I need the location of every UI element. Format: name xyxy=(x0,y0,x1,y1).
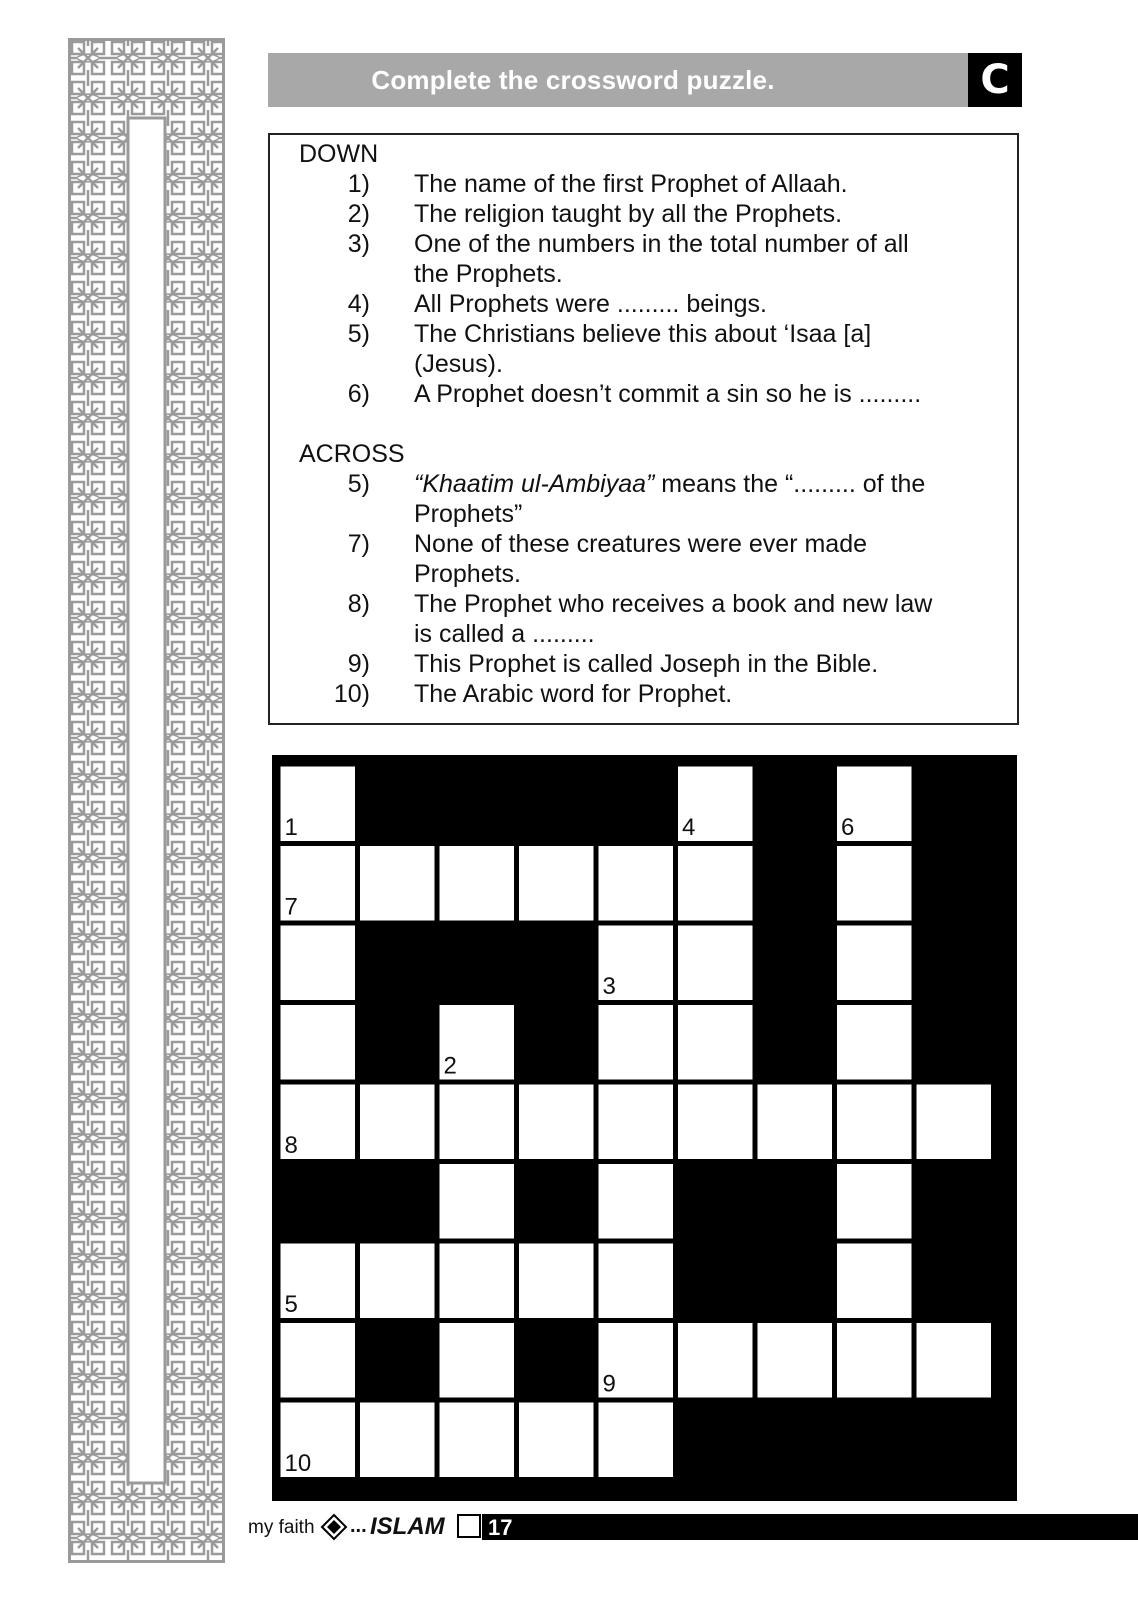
crossword-cell-6-3[interactable] xyxy=(519,1244,594,1319)
crossword-cell-4-5[interactable] xyxy=(678,1085,753,1160)
crossword-cell-1-3[interactable] xyxy=(519,846,594,921)
clue-number: 8) xyxy=(347,590,370,618)
crossword-cell-8-4[interactable] xyxy=(599,1403,674,1478)
clue-number: 4) xyxy=(347,290,370,318)
clue-text: Prophets” xyxy=(414,500,523,528)
crossword-cell-6-2[interactable] xyxy=(440,1244,515,1319)
crossword-cell-4-7[interactable] xyxy=(837,1085,912,1160)
crossword-cell-5-4[interactable] xyxy=(599,1164,674,1239)
crossword-cell-1-1[interactable] xyxy=(360,846,435,921)
clue-number-label: 9 xyxy=(602,1370,616,1398)
crossword-cell-2-5[interactable] xyxy=(678,926,753,1001)
crossword-cell-3-0[interactable] xyxy=(281,1005,356,1080)
crossword-cell-5-7[interactable] xyxy=(837,1164,912,1239)
crossword-cell-8-2[interactable] xyxy=(440,1403,515,1478)
crossword-cell-6-4[interactable] xyxy=(599,1244,674,1319)
page-number: 17 xyxy=(488,1515,513,1540)
clue-number: 7) xyxy=(347,530,370,558)
crossword-cell-7-7[interactable] xyxy=(837,1323,912,1398)
clue-number: 3) xyxy=(347,230,370,258)
diamond-logo-icon xyxy=(320,1513,350,1541)
clue-number-label: 10 xyxy=(284,1450,312,1477)
crossword-grid-svg xyxy=(272,755,1017,1501)
crossword-cell-4-3[interactable] xyxy=(519,1085,594,1160)
across-heading: ACROSS xyxy=(299,440,405,468)
clue-number: 1) xyxy=(347,170,370,198)
crossword-cell-4-2[interactable] xyxy=(440,1085,515,1160)
clue-text: The Prophet who receives a book and new law xyxy=(414,590,933,618)
clue-text: The religion taught by all the Prophets. xyxy=(414,200,843,228)
instruction-title: Complete the crossword puzzle. xyxy=(371,64,775,95)
crossword-cell-7-2[interactable] xyxy=(440,1323,515,1398)
clue-text: This Prophet is called Joseph in the Bible. xyxy=(414,650,879,678)
clue-box xyxy=(268,133,1019,725)
clue-text: A Prophet doesn’t commit a sin so he is ......... xyxy=(414,380,922,408)
footer-my-faith: my faith xyxy=(248,1517,315,1538)
crossword-cell-7-5[interactable] xyxy=(678,1323,753,1398)
crossword-cell-4-6[interactable] xyxy=(758,1085,833,1160)
clue-text: None of these creatures were ever made xyxy=(414,530,868,558)
crossword-cell-8-3[interactable] xyxy=(519,1403,594,1478)
crossword-cell-7-6[interactable] xyxy=(758,1323,833,1398)
crossword-cell-2-0[interactable] xyxy=(281,926,356,1001)
clue-text-rest: means the “......... of the xyxy=(654,470,926,498)
clue-number: 10) xyxy=(333,680,370,708)
crossword-cell-4-4[interactable] xyxy=(599,1085,674,1160)
clue-text: All Prophets were ......... beings. xyxy=(414,290,767,318)
clue-text: the Prophets. xyxy=(414,260,563,288)
clue-number-label: 4 xyxy=(682,814,696,841)
crossword-cell-4-1[interactable] xyxy=(360,1085,435,1160)
clue-text: (Jesus). xyxy=(414,350,503,378)
clue-number-label: 7 xyxy=(284,893,298,921)
footer-bar xyxy=(482,1514,1138,1540)
clue-number: 5) xyxy=(347,320,370,348)
crossword-cell-6-1[interactable] xyxy=(360,1244,435,1319)
crossword-grid xyxy=(272,755,1017,1501)
clue-italic-term: “Khaatim ul-Ambiyaa” xyxy=(414,470,655,498)
clue-number: 6) xyxy=(347,380,370,408)
clue-number-label: 3 xyxy=(602,973,616,1000)
instruction-banner xyxy=(268,53,968,107)
footer-brand: ISLAM xyxy=(370,1513,445,1540)
crossword-cell-7-0[interactable] xyxy=(281,1323,356,1398)
crossword-cell-4-8[interactable] xyxy=(917,1085,992,1160)
crossword-cell-5-2[interactable] xyxy=(440,1164,515,1239)
clue-number-label: 2 xyxy=(443,1052,457,1080)
crossword-cell-3-7[interactable] xyxy=(837,1005,912,1080)
section-badge: C xyxy=(968,53,1022,107)
clue-number: 5) xyxy=(347,470,370,498)
crossword-cell-1-7[interactable] xyxy=(837,846,912,921)
clue-number-label: 8 xyxy=(284,1132,298,1159)
page-footer xyxy=(248,1513,1138,1543)
clue-number: 2) xyxy=(347,200,370,228)
crossword-cell-7-8[interactable] xyxy=(917,1323,992,1398)
footer-box xyxy=(457,1514,481,1538)
crossword-cell-1-5[interactable] xyxy=(678,846,753,921)
clue-text xyxy=(414,469,1014,499)
clue-number-label: 6 xyxy=(841,814,855,841)
crossword-cell-1-4[interactable] xyxy=(599,846,674,921)
clue-text: The Arabic word for Prophet. xyxy=(414,680,733,708)
clue-text: One of the numbers in the total number of all xyxy=(414,230,909,258)
decorative-knot-border xyxy=(68,38,225,1563)
clue-text: is called a ......... xyxy=(414,620,595,648)
crossword-cell-8-1[interactable] xyxy=(360,1403,435,1478)
footer-dots: ... xyxy=(350,1515,367,1537)
clue-number-label: 1 xyxy=(284,814,298,841)
clue-text: The name of the first Prophet of Allaah. xyxy=(414,170,848,198)
crossword-cell-3-4[interactable] xyxy=(599,1005,674,1080)
clue-text: The Christians believe this about ‘Isaa [a] xyxy=(414,320,872,348)
crossword-cell-6-7[interactable] xyxy=(837,1244,912,1319)
clue-number: 9) xyxy=(347,650,370,678)
clue-number-label: 5 xyxy=(284,1291,298,1318)
clue-text: Prophets. xyxy=(414,560,522,588)
crossword-cell-2-7[interactable] xyxy=(837,926,912,1001)
crossword-cell-3-5[interactable] xyxy=(678,1005,753,1080)
crossword-cell-1-2[interactable] xyxy=(440,846,515,921)
down-heading: DOWN xyxy=(299,140,379,168)
